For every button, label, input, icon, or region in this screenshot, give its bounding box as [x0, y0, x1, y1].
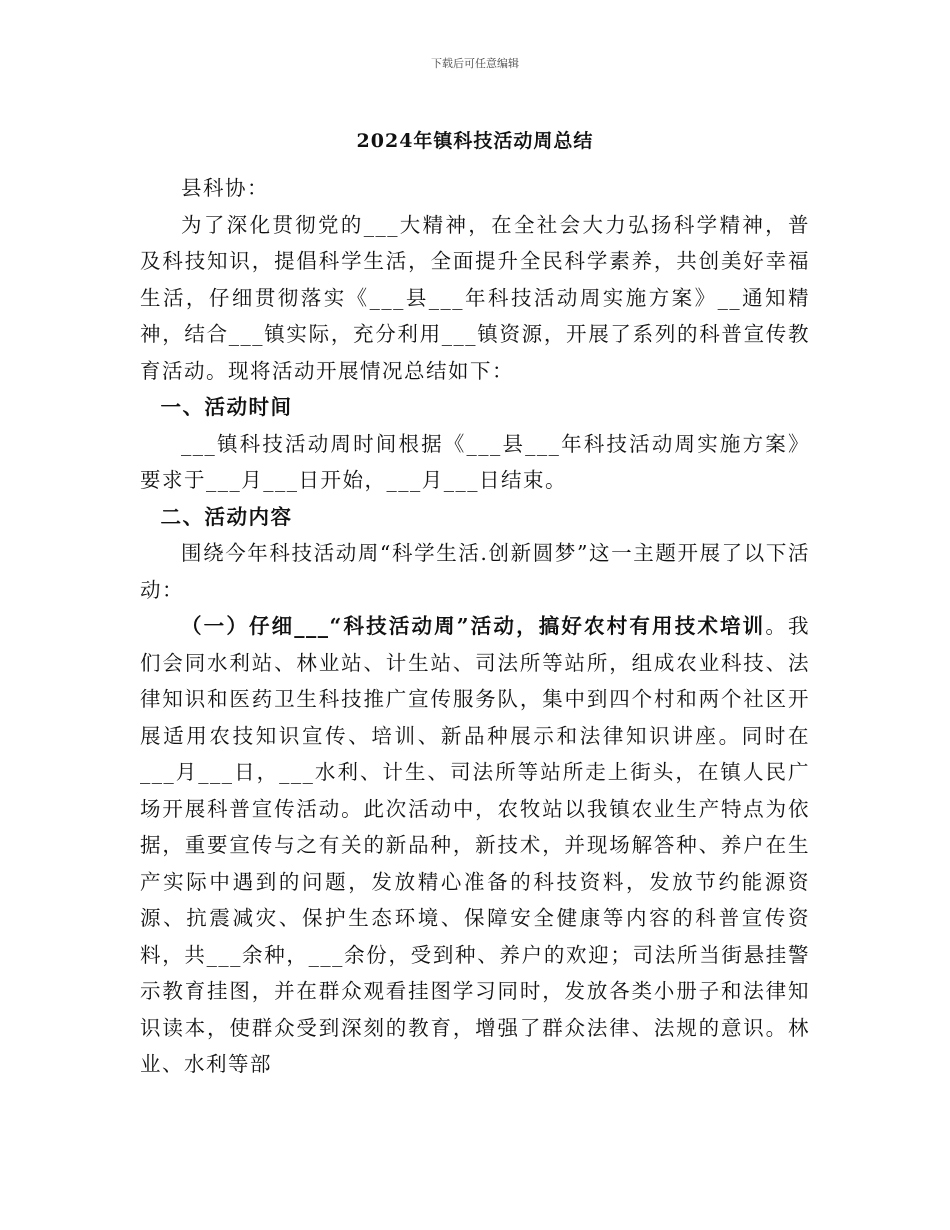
item-one-body: 。我们会同水利站、林业站、计生站、司法所等站所，组成农业科技、法律知识和医药卫生科技推广宣传服务队，集中到四个村和两个社区开展适用农技知识宣传、培训、新品种展示和法律知识讲座。同时在___月___日，___水利、计生、司法所等站所走上街头，在镇人民广场开展科普宣传活动。此次活动中，农牧站以我镇农业生产特点为依据，重要宣传与之有关的新品种，新技术，并现场解答种、养户在生产实际中遇到的问题，发放精心准备的科技资料，发放节约能源资源、抗震减灾、保护生态环境、保障安全健康等内容的科普宣传资料，共___余种，___余份，受到种、养户的欢迎；司法所当街悬挂警示教育挂图，并在群众观看挂图学习同时，发放各类小册子和法律知识读本，使群众受到深刻的教育，增强了群众法律、法规的意识。林业、水利等部: [140, 614, 810, 1076]
salutation: 县科协：: [181, 176, 269, 200]
document-body: [140, 170, 810, 1083]
item-one-paragraph: [140, 608, 810, 1083]
document-title: 2024年镇科技活动周总结: [356, 130, 594, 152]
intro-paragraph: 为了深化贯彻党的___大精神，在全社会大力弘扬科学精神，普及科技知识，提倡科学生活，全面提升全民科学素养，共创美好幸福生活，仔细贯彻落实《___县___年科技活动周实施方案》__通知精神，结合___镇实际，充分利用___镇资源，开展了系列的科普宣传教育活动。现将活动开展情况总结如下：: [140, 212, 810, 383]
section-heading-content: 二、活动内容: [160, 504, 293, 529]
section-content-intro: 围绕今年科技活动周“科学生活.创新圆梦”这一主题开展了以下活动：: [140, 541, 810, 602]
item-one-lead: （一）仔细___“科技活动周”活动，搞好农村有用技术培训: [181, 614, 766, 638]
section-heading-time: 一、活动时间: [160, 395, 293, 419]
section-time-paragraph: ___镇科技活动周时间根据《___县___年科技活动周实施方案》要求于___月___日开始，___月___日结束。: [140, 431, 810, 492]
header-note: 下载后可任意编辑: [431, 57, 519, 70]
